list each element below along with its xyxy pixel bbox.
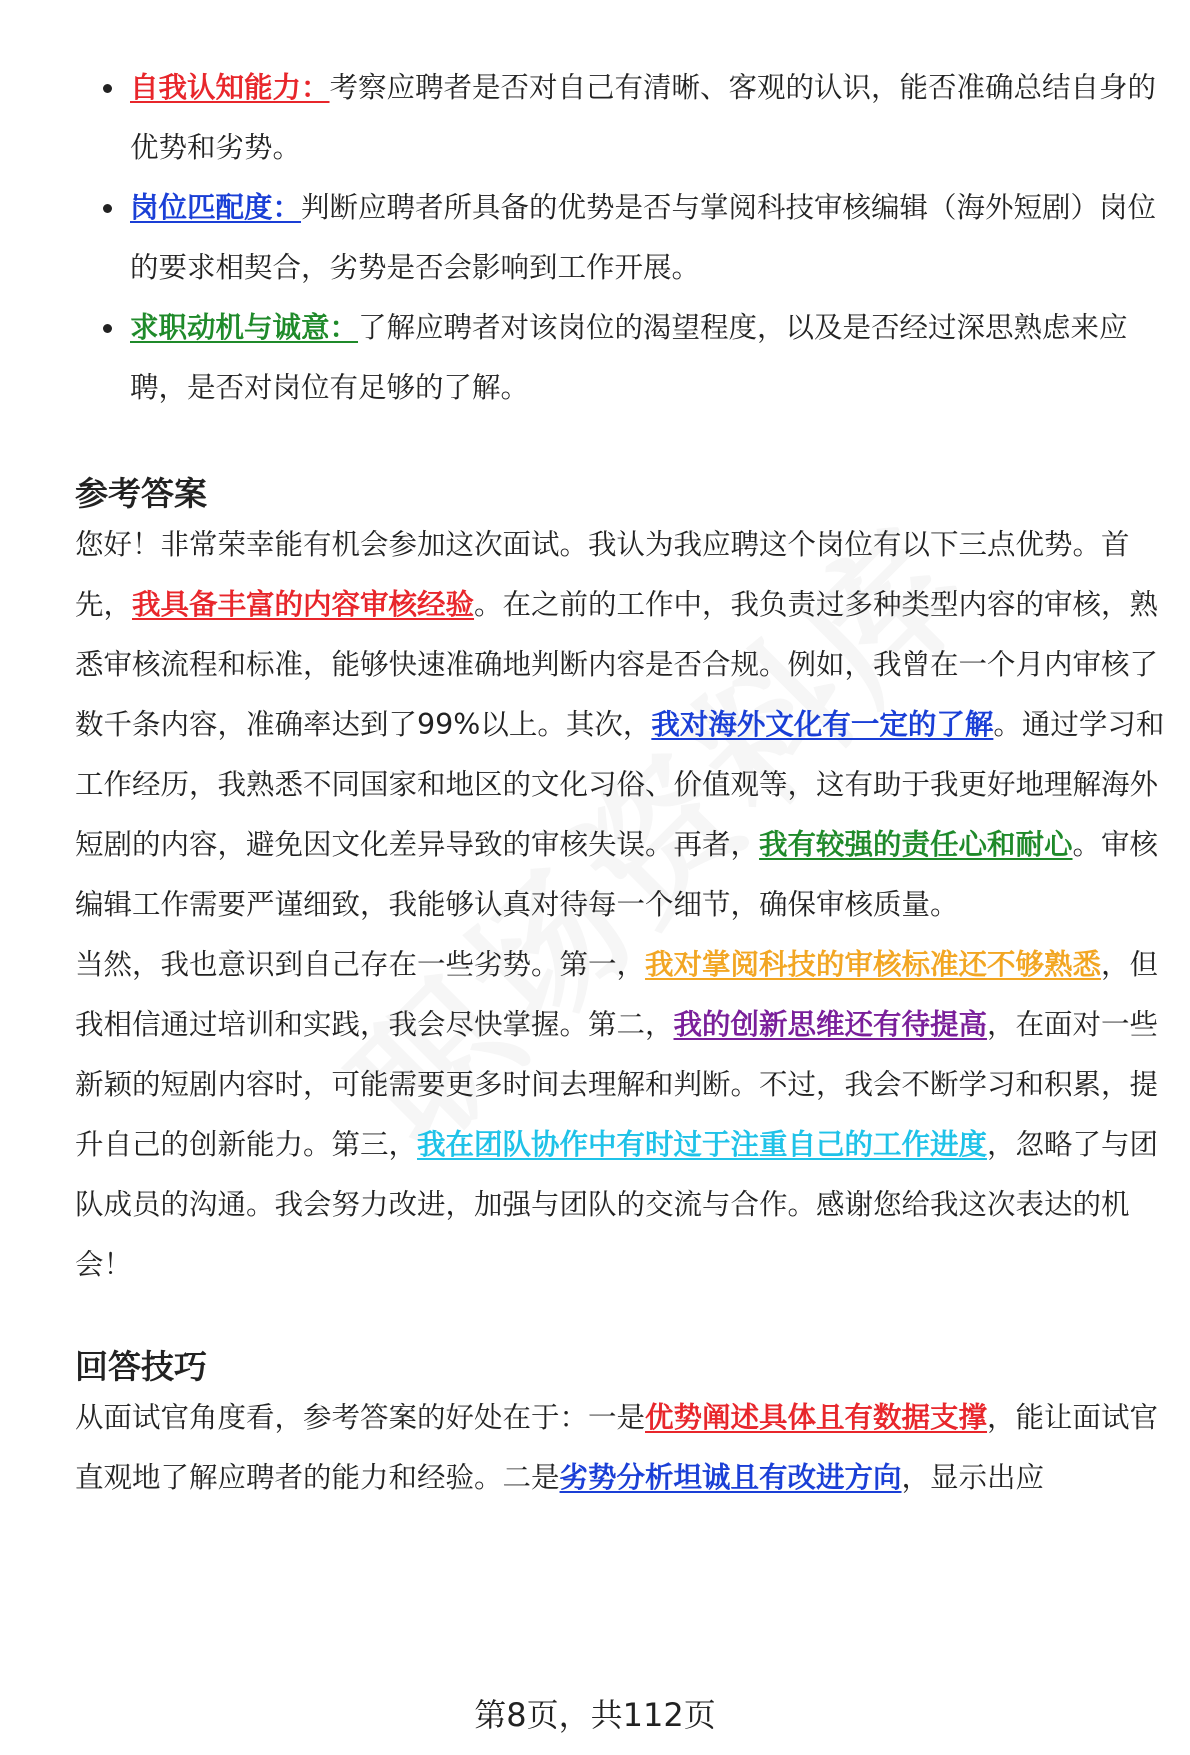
criteria-list (75, 58, 1165, 418)
bullet-icon (103, 84, 112, 93)
reference-paragraph-2 (75, 935, 1165, 1295)
text-run: ，忽略了与团队成员的沟通。我会努力改进，加强与团队的交流与合作。感谢您给我这次表达的机会！ (75, 1128, 1159, 1281)
reference-paragraph-1 (75, 515, 1165, 935)
criterion-desc: 了解应聘者对该岗位的渴望程度，以及是否经过深思熟虑来应聘，是否对岗位有足够的了解。 (130, 311, 1128, 404)
list-item (75, 178, 1165, 298)
list-item (75, 298, 1165, 418)
criterion-term: 自我认知能力： (130, 71, 330, 104)
text-run: ，在面对一些新颖的短剧内容时，可能需要更多时间去理解和判断。不过，我会不断学习和积累，提升自己的创新能力。第三， (75, 1008, 1159, 1161)
text-run: 。通过学习和工作经历，我熟悉不同国家和地区的文化习俗、价值观等，这有助于我更好地理解海外短剧的内容，避免因文化差异导致的审核失误。再者， (75, 708, 1165, 861)
highlight-phrase: 我的创新思维还有待提高 (673, 1008, 988, 1041)
text-run: ，显示出应 (901, 1461, 1045, 1494)
text-run: ，能让面试官直观地了解应聘者的能力和经验。二是 (75, 1401, 1159, 1494)
text-run: ，但我相信通过培训和实践，我会尽快掌握。第二， (75, 948, 1159, 1041)
criterion-desc: 判断应聘者所具备的优势是否与掌阅科技审核编辑（海外短剧）岗位的要求相契合，劣势是否会影响到工作开展。 (130, 191, 1157, 284)
text-run: 。在之前的工作中，我负责过多种类型内容的审核，熟悉审核流程和标准，能够快速准确地判断内容是否合规。例如，我曾在一个月内审核了数千条内容，准确率达到了99%以上。其次， (75, 588, 1159, 741)
highlight-phrase: 我具备丰富的内容审核经验 (132, 588, 475, 621)
text-run: 从面试官角度看，参考答案的好处在于：一是 (75, 1401, 646, 1434)
tips-paragraph (75, 1388, 1165, 1508)
bullet-icon (103, 204, 112, 213)
list-item (75, 58, 1165, 178)
highlight-phrase: 我在团队协作中有时过于注重自己的工作进度 (417, 1128, 988, 1161)
tips-heading: 回答技巧 (75, 1347, 207, 1386)
highlight-phrase: 我对掌阅科技的审核标准还不够熟悉 (645, 948, 1102, 981)
highlight-phrase: 我有较强的责任心和耐心 (759, 828, 1073, 861)
criterion-term: 求职动机与诚意： (130, 311, 359, 344)
page-number: 第8页，共112页 (474, 1696, 716, 1734)
reference-heading: 参考答案 (75, 474, 207, 513)
text-run: 。审核编辑工作需要严谨细致，我能够认真对待每一个细节，确保审核质量。 (75, 828, 1159, 921)
bullet-icon (103, 324, 112, 333)
highlight-phrase: 劣势分析坦诚且有改进方向 (559, 1461, 902, 1494)
criterion-desc: 考察应聘者是否对自己有清晰、客观的认识，能否准确总结自身的优势和劣势。 (130, 71, 1157, 164)
content (75, 58, 1165, 1508)
criterion-term: 岗位匹配度： (130, 191, 302, 224)
text-run: 您好！非常荣幸能有机会参加这次面试。我认为我应聘这个岗位有以下三点优势。首先， (75, 528, 1130, 621)
text-run: 当然，我也意识到自己存在一些劣势。第一， (75, 948, 646, 981)
highlight-phrase: 优势阐述具体且有数据支撑 (645, 1401, 988, 1434)
highlight-phrase: 我对海外文化有一定的了解 (651, 708, 994, 741)
